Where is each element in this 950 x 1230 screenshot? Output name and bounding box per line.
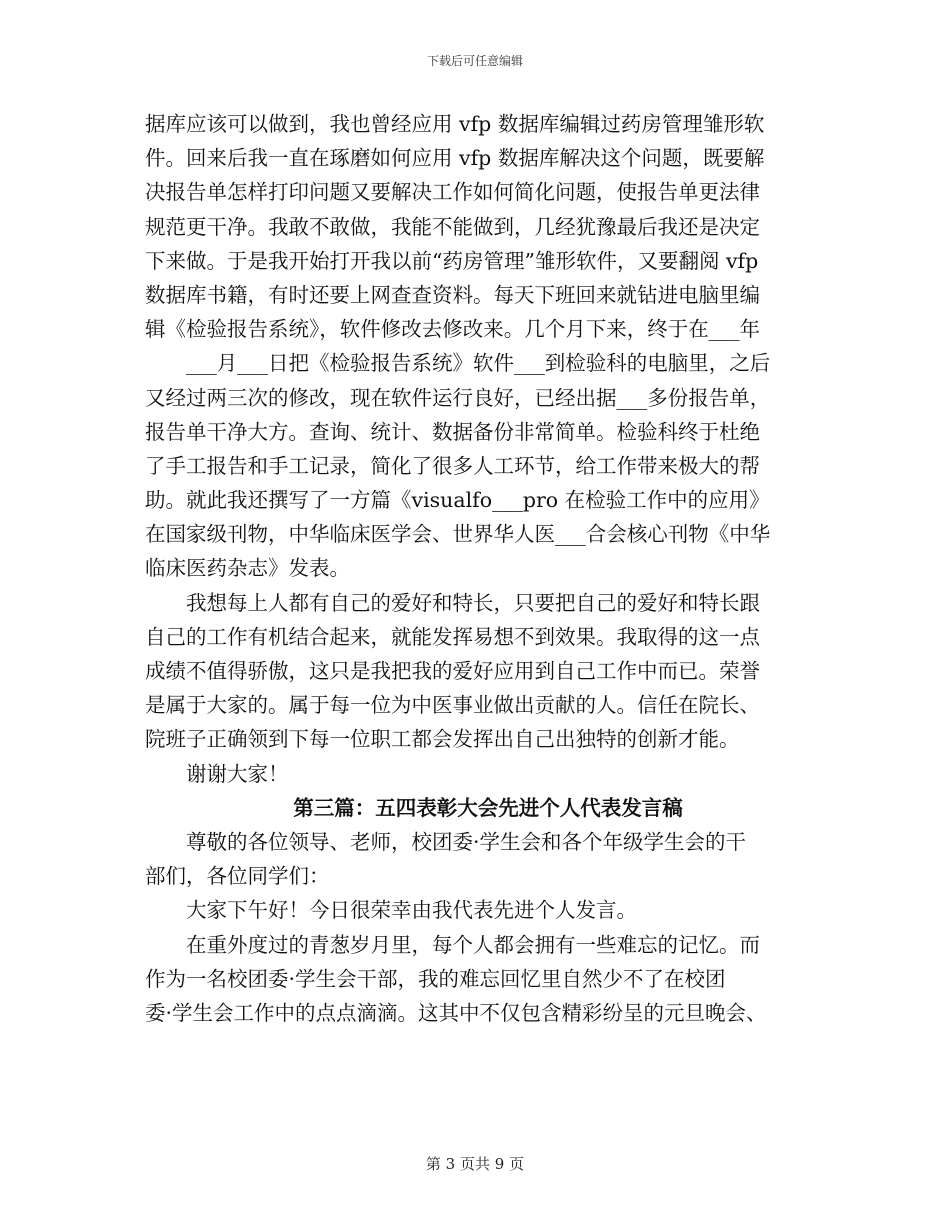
text-line: 又经过两三次的修改，现在软件运行良好，已经出据___多份报告单，	[145, 385, 771, 410]
text-line: 作为一名校团委·学生会干部，我的难忘回忆里自然少不了在校团	[145, 966, 726, 991]
section-heading: 第三篇：五四表彰大会先进个人代表发言稿	[293, 795, 683, 820]
text-line: 件。回来后我一直在琢磨如何应用 vfp 数据库解决这个问题，既要解	[145, 146, 765, 171]
text-line: 自己的工作有机结合起来，就能发挥易想不到效果。我取得的这一点	[145, 624, 760, 649]
text-line: 了手工报告和手工记录，简化了很多人工环节，给工作带来极大的帮	[145, 453, 760, 478]
text-line: 数据库书籍，有时还要上网查查资料。每天下班回来就钻进电脑里编	[145, 282, 760, 307]
paragraph-start-line: 在重外度过的青葱岁月里，每个人都会拥有一些难忘的记忆。而	[186, 932, 760, 957]
greeting-line: 大家下午好！今日很荣幸由我代表先进个人发言。	[186, 898, 637, 923]
salutation-line: 部们，各位同学们：	[145, 864, 330, 889]
text-line: 辑《检验报告系统》，软件修改去修改来。几个月下来，终于在___年	[145, 317, 760, 342]
text-line: 报告单干净大方。查询、统计、数据备份非常简单。检验科终于杜绝	[145, 419, 760, 444]
page-header: 下载后可任意编辑	[426, 54, 523, 68]
salutation-line: 尊敬的各位领导、老师，校团委·学生会和各个年级学生会的干	[186, 829, 747, 854]
text-line: 委·学生会工作中的点点滴滴。这其中不仅包含精彩纷呈的元旦晚会、	[145, 1000, 767, 1025]
page-number-footer: 第 3 页共 9 页	[425, 1155, 525, 1173]
text-line: 决报告单怎样打印问题又要解决工作如何简化问题，使报告单更法律	[145, 180, 760, 205]
paragraph-start-line: 我想每上人都有自己的爱好和特长，只要把自己的爱好和特长跟	[186, 590, 760, 615]
text-line: 下来做。于是我开始打开我以前“药房管理”雏形软件，又要翻阅 vfp	[145, 248, 759, 273]
document-body	[145, 107, 815, 1030]
text-line: 助。就此我还撰写了一方篇《visualfo___pro 在检验工作中的应用》	[145, 488, 770, 513]
text-line: 是属于大家的。属于每一位为中医事业做出贡献的人。信任在院长、	[145, 693, 760, 718]
text-line: ___月___日把《检验报告系统》软件___到检验科的电脑里，之后	[186, 351, 771, 376]
text-line: 院班子正确领到下每一位职工都会发挥出自己出独特的创新才能。	[145, 727, 740, 752]
text-line: 据库应该可以做到，我也曾经应用 vfp 数据库编辑过药房管理雏形软	[145, 112, 765, 136]
text-line: 在国家级刊物，中华临床医学会、世界华人医___合会核心刊物《中华	[145, 522, 771, 547]
text-line: 规范更干净。我敢不敢做，我能不能做到，几经犹豫最后我还是决定	[145, 214, 760, 239]
closing-line: 谢谢大家！	[186, 761, 289, 786]
text-line: 临床医药杂志》发表。	[145, 556, 350, 581]
text-line: 成绩不值得骄傲，这只是我把我的爱好应用到自己工作中而已。荣誉	[145, 659, 760, 683]
